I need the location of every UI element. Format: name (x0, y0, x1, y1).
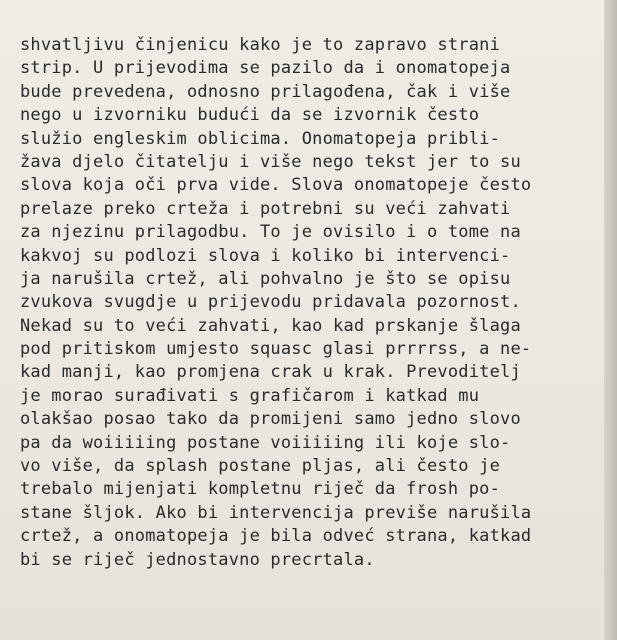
text-line: služio engleskim oblicima. Onomatopeja pribli- (20, 128, 501, 149)
text-line: vo više, da splash postane pljas, ali često je (20, 456, 501, 477)
text-line: pod pritiskom umjesto squasc glasi prrrrss, a ne- (20, 339, 532, 360)
text-line: zvukova svugdje u prijevodu pridavala pozornost. (20, 292, 521, 313)
text-line: kakvoj su podlozi slova i koliko bi intervenci- (20, 245, 511, 266)
text-line: bi se riječ jednostavno precrtala. (20, 549, 375, 570)
text-line: je morao surađivati s grafičarom i katkad mu (20, 385, 480, 406)
text-line: žava djelo čitatelju i više nego tekst jer to su (20, 151, 521, 172)
text-line: za njezinu prilagodbu. To je ovisilo i o tome na (20, 222, 521, 243)
body-text (20, 34, 610, 572)
text-line: ja narušila crtež, ali pohvalno je što se opisu (20, 268, 511, 289)
text-line: bude prevedena, odnosno prilagođena, čak i više (20, 81, 511, 102)
text-line: olakšao posao tako da promijeni samo jedno slovo (20, 409, 521, 430)
text-line: kad manji, kao promjena crak u krak. Prevoditelj (20, 362, 521, 383)
text-line: pa da woiiiiing postane voiiiiing ili koje slo- (20, 432, 511, 453)
page-edge-shadow (604, 0, 617, 640)
text-line: crtež, a onomatopeja je bila odveć strana, katkad (20, 526, 532, 547)
text-line: strip. U prijevodima se pazilo da i onomatopeja (20, 58, 511, 79)
text-line: slova koja oči prva vide. Slova onomatopeje često (20, 175, 532, 196)
text-line: prelaze preko crteža i potrebni su veći zahvati (20, 198, 511, 219)
text-line: trebalo mijenjati kompletnu riječ da frosh po- (20, 479, 501, 500)
text-line: shvatljivu činjenicu kako je to zapravo strani (20, 35, 501, 55)
text-line: stane šljok. Ako bi intervencija previše narušila (20, 502, 532, 523)
text-line: Nekad su to veći zahvati, kao kad prskanje šlaga (20, 315, 521, 336)
text-line: nego u izvorniku budući da se izvornik često (20, 105, 480, 126)
